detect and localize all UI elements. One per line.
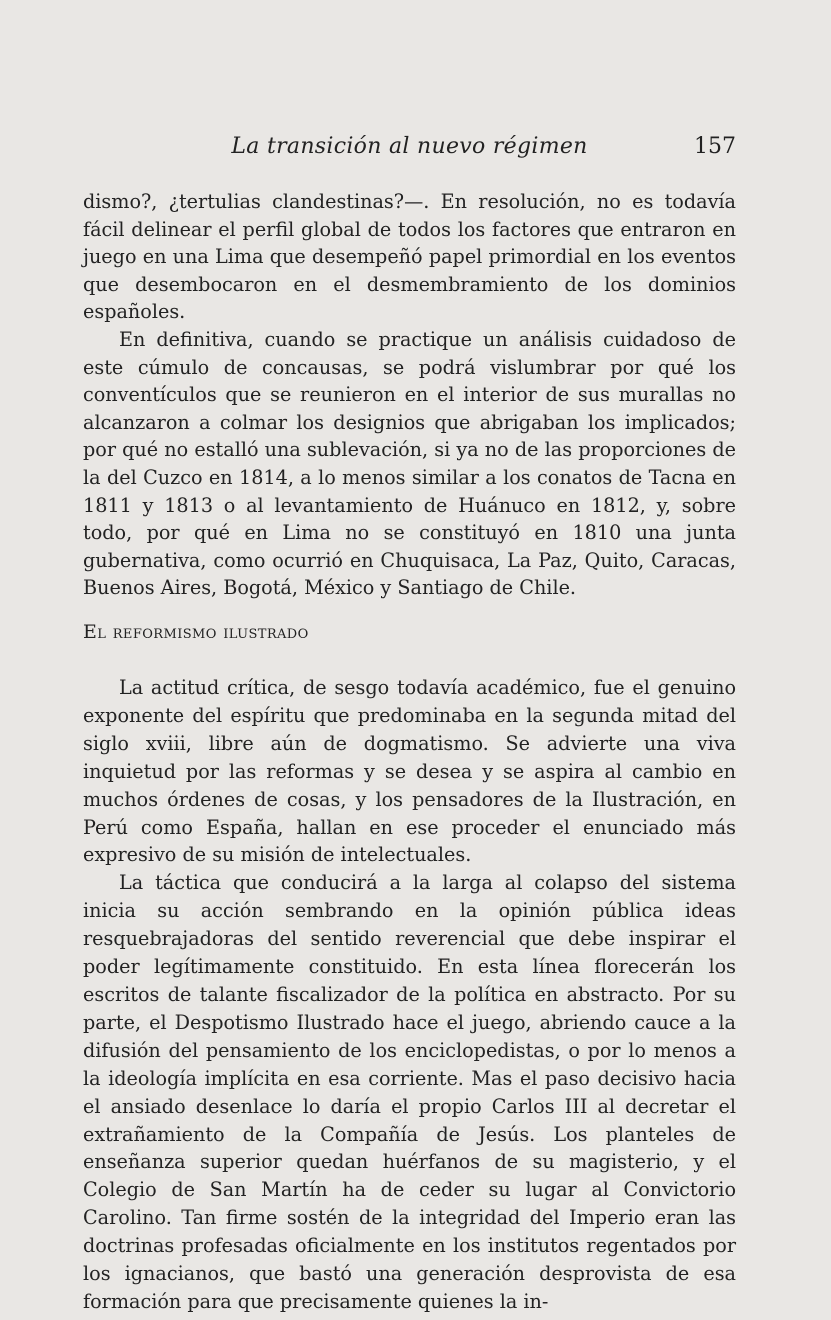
- page-number: 157: [694, 134, 736, 159]
- paragraph: La actitud crítica, de sesgo todavía académico, fue el genuino exponente del espíritu que predominaba en la segunda mitad del siglo xviii, libre aún de dogmatismo. Se advierte una viva inquietud por las reformas y se desea y se aspira al cambio en muchos órdenes de cosas, y los pensadores de la Ilustración, en Perú como España, hallan en ese proceder el enunciado más expresivo de su misión de intelectuales.: [83, 676, 736, 867]
- body-text-section: [83, 674, 736, 1316]
- page-header: [83, 134, 736, 174]
- section-heading: El reformismo ilustrado: [83, 621, 309, 643]
- paragraph: En definitiva, cuando se practique un análisis cuidadoso de este cúmulo de concausas, se podrá vislumbrar por qué los conventículos que se reunieron en el interior de sus murallas no alcanzaron a colmar los designios que abrigaban los implicados; por qué no estalló una sublevación, si ya no de las proporciones de la del Cuzco en 1814, a lo menos similar a los conatos de Tacna en 1811 y 1813 o al levantamiento de Huánuco en 1812, y, sobre todo, por qué en Lima no se constituyó en 1810 una junta gubernativa, como ocurrió en Chuquisaca, La Paz, Quito, Caracas, Buenos Aires, Bogotá, México y Santiago de Chile.: [83, 327, 736, 600]
- paragraph: La táctica que conducirá a la larga al colapso del sistema inicia su acción sembrando en la opinión pública ideas resquebrajadoras del sentido reverencial que debe inspirar el poder legítimamente constituido. En esta línea florecerán los escritos de talante fiscalizador de la política en abstracto. Por su parte, el Despotismo Ilustrado hace el juego, abriendo cauce a la difusión del pensamiento de los enciclopedistas, o por lo menos a la ideología implícita en esa corriente. Mas el paso decisivo hacia el ansiado desenlace lo daría el propio Carlos III al decretar el extrañamiento de la Compañía de Jesús. Los planteles de enseñanza superior quedan huérfanos de su magisterio, y el Colegio de San Martín ha de ceder su lugar al Convictorio Carolino. Tan firme sostén de la integridad del Imperio eran las doctrinas profesadas oficialmente en los institutos regentados por los ignacianos, que bastó una generación desprovista de esa formación para que precisamente quienes la in-: [83, 871, 736, 1313]
- running-title: La transición al nuevo régimen: [231, 134, 588, 159]
- paragraph: dismo?, ¿tertulias clandestinas?—. En resolución, no es todavía fácil delinear el perfil global de todos los factores que entraron en juego en una Lima que desempeñó papel primordial en los eventos que desembocaron en el desmembramiento de los dominios españoles.: [83, 190, 736, 324]
- body-text-top: [83, 188, 736, 602]
